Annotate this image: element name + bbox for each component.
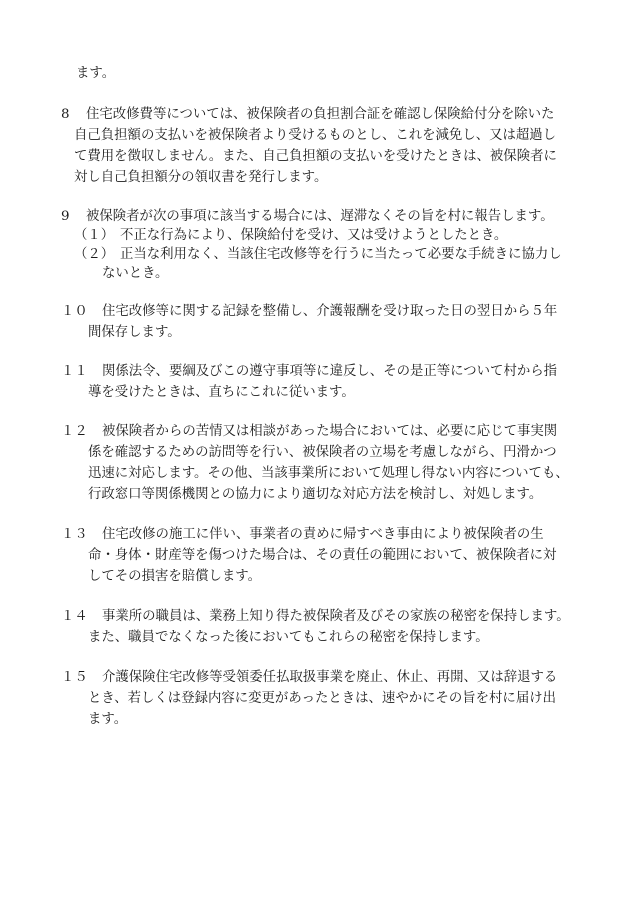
- item-text-line: 係を確認するための訪問等を行い、被保険者の立場を考慮しながら、円滑かつ: [88, 445, 557, 460]
- item-number: １３: [61, 527, 88, 542]
- item-text-line: 迅速に対応します。その他、当該事業所において処理し得ない内容についても、: [88, 466, 569, 481]
- subitem-text-line: 不正な行為により、保険給付を受け、又は受けようとしたとき。: [120, 228, 508, 243]
- subitem-text-line: ないとき。: [102, 266, 169, 281]
- item-text-line: また、職員でなくなった後においてもこれらの秘密を保持します。: [88, 630, 489, 645]
- subitem-number: （２）: [74, 247, 115, 262]
- item-text-line: 対し自己負担額分の領収書を発行します。: [74, 170, 328, 185]
- item-text-line: 住宅改修の施工に伴い、事業者の責めに帰すべき事由により被保険者の生: [102, 527, 544, 542]
- item-number: 9: [61, 209, 70, 224]
- item-number: １１: [61, 364, 88, 379]
- item-number: １５: [61, 670, 88, 685]
- item-text-line: 間保存します。: [88, 325, 181, 340]
- item-text-line: 自己負担額の支払いを被保険者より受けるものとし、これを減免し、又は超過し: [74, 128, 557, 143]
- item-text-line: 被保険者が次の事項に該当する場合には、遅滞なくその旨を村に報告します。: [86, 209, 554, 224]
- continuation-text: ます。: [76, 66, 116, 81]
- item-text-line: て費用を徴収しません。また、自己負担額の支払いを受けたときは、被保険者に: [74, 149, 557, 164]
- item-text-line: 事業所の職員は、業務上知り得た被保険者及びその家族の秘密を保持します。: [102, 609, 570, 624]
- item-text-line: 介護保険住宅改修等受領委任払取扱事業を廃止、休止、再開、又は辞退する: [102, 670, 558, 685]
- item-number: 8: [61, 107, 70, 122]
- subitem-text-line: 正当な利用なく、当該住宅改修等を行うに当たって必要な手続きに協力し: [120, 247, 562, 262]
- item-text-line: 命・身体・財産等を傷つけた場合は、その責任の範囲において、被保険者に対: [88, 548, 557, 563]
- item-text-line: 導を受けたときは、直ちにこれに従います。: [88, 385, 355, 400]
- item-number: １２: [61, 424, 88, 439]
- item-number: １０: [61, 304, 88, 319]
- item-text-line: とき、若しくは登録内容に変更があったときは、速やかにその旨を村に届け出: [88, 691, 556, 706]
- item-text-line: ます。: [88, 712, 128, 727]
- item-text-line: 被保険者からの苦情又は相談があった場合においては、必要に応じて事実関: [102, 424, 558, 439]
- item-text-line: 関係法令、要綱及びこの遵守事項等に違反し、その是正等について村から指: [102, 364, 558, 379]
- subitem-number: （１）: [74, 228, 115, 243]
- item-text-line: 行政窓口等関係機関との協力により適切な対応方法を検討し、対処します。: [88, 487, 543, 502]
- item-text-line: 住宅改修費等については、被保険者の負担割合証を確認し保険給付分を除いた: [86, 107, 555, 122]
- item-text-line: してその損害を賠償します。: [88, 569, 262, 584]
- item-number: １４: [61, 609, 88, 624]
- item-text-line: 住宅改修等に関する記録を整備し、介護報酬を受け取った日の翌日から５年: [102, 304, 558, 319]
